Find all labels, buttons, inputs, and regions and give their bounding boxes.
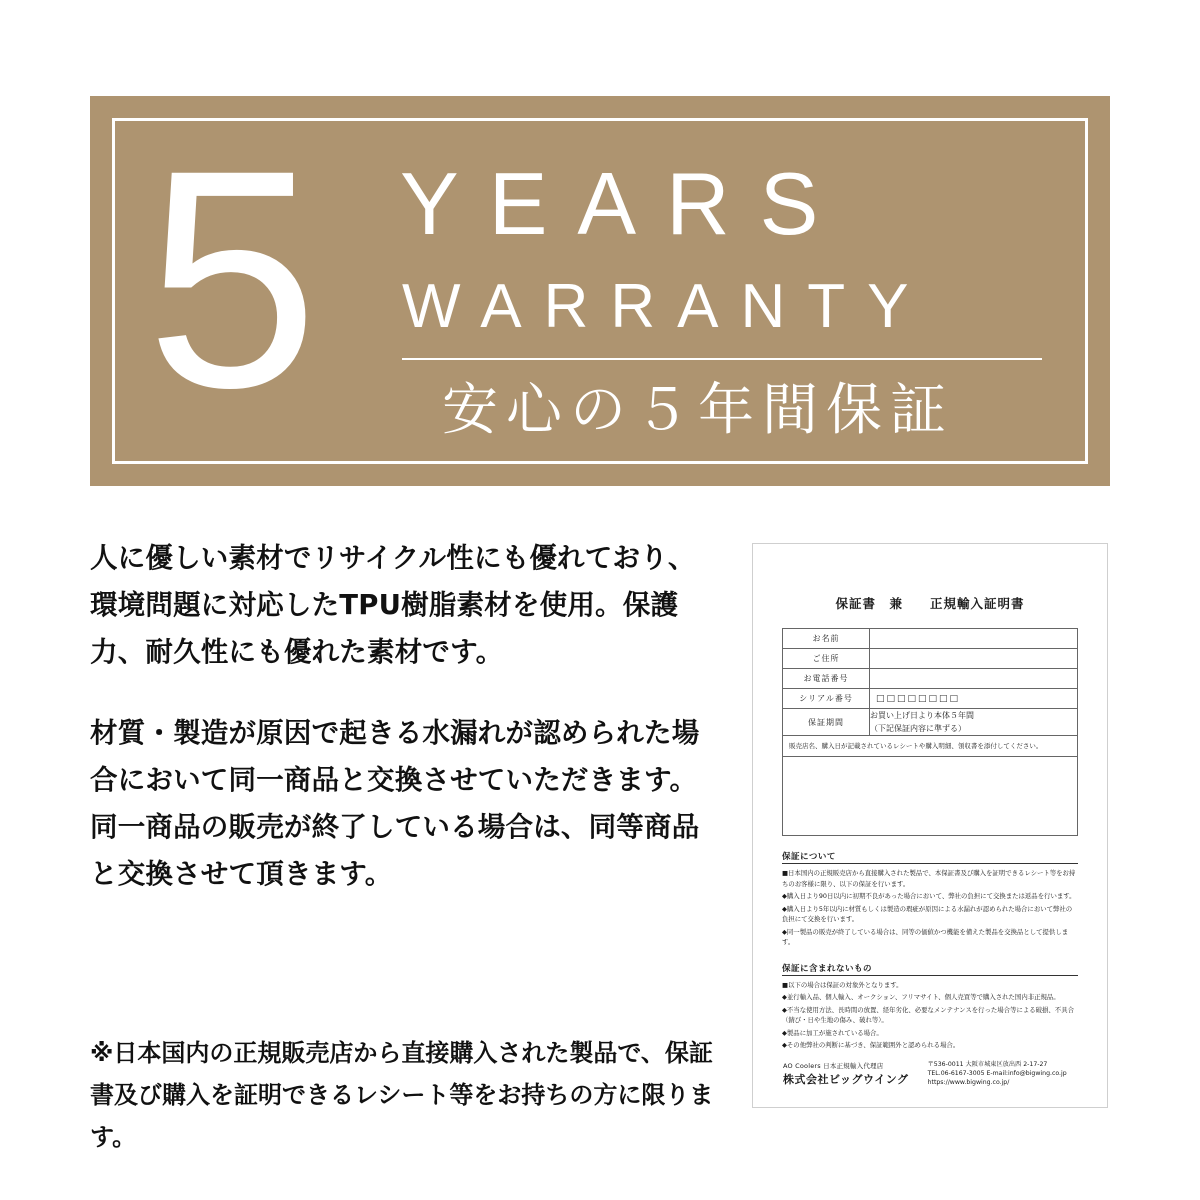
exclusions-item: ◆製品に加工が施されている場合。 xyxy=(782,1028,883,1037)
banner-warranty-text: WARRANTY xyxy=(402,272,931,341)
table-row xyxy=(783,669,1078,689)
field-label-name: お名前 xyxy=(783,629,870,649)
table-row xyxy=(783,649,1078,669)
table-row xyxy=(783,709,1078,736)
footer-tel-email: TEL.06-6167-3005 E-mail:info@bigwing.co.jp xyxy=(927,1070,1067,1077)
field-value-name[interactable] xyxy=(870,629,1078,649)
certificate-title: 保証書 兼 正規輸入証明書 xyxy=(835,596,1025,611)
exclusions-item: ◆並行輸入品、個人輸入、オークション、フリマサイト、個人売買等で購入された国内非正規品。 xyxy=(782,993,1060,1001)
body-paragraph-1: 人に優しい素材でリサイクル性にも優れており、環境問題に対応したTPU樹脂素材を使用。保護力、耐久性にも優れた素材です。 xyxy=(90,542,696,668)
about-warranty-item: ◆購入日より5年以内に材質もしくは製造の瑕疵が原因による水漏れが認められた場合において弊社の負担にて交換を行います。 xyxy=(782,904,1073,923)
exclusions-item: ■以下の場合は保証の対象外となります。 xyxy=(782,980,903,989)
about-warranty-heading: 保証について xyxy=(782,850,1078,864)
about-warranty-item: ◆同一製品の販売が終了している場合は、同等の価値かつ機能を備えた製品を交換品として提供します。 xyxy=(782,927,1069,946)
footer-contact-block xyxy=(928,1060,1067,1087)
banner-japanese-tagline: 安心の５年間保証 xyxy=(442,378,954,443)
banner-number: 5 xyxy=(146,105,313,452)
field-label-serial: シリアル番号 xyxy=(783,689,870,709)
field-value-serial: □□□□□□□□ xyxy=(876,693,961,704)
field-label-phone: お電話番号 xyxy=(783,669,870,689)
exclusions-item: ◆不当な使用方法、長時間の放置、経年劣化、必要なメンテナンスを行った場合等による破損、不具合（錆び・日や生地の傷み、破れ等）。 xyxy=(782,1005,1074,1024)
banner-divider xyxy=(402,358,1042,360)
footer-company-block xyxy=(783,1061,909,1087)
footer-distributor-label: AO Coolers 日本正規輸入代理店 xyxy=(783,1062,884,1070)
receipt-note: 販売店名、購入日が記載されているレシートや購入明細、領収書を添付してください。 xyxy=(783,736,1078,757)
warranty-certificate-card xyxy=(752,543,1108,1108)
receipt-attach-area[interactable] xyxy=(783,757,1078,836)
warranty-period-line-1: お買い上げ日より本体５年間 xyxy=(870,711,974,720)
banner-content xyxy=(90,96,1110,486)
body-text-block xyxy=(90,535,715,932)
field-label-warranty-period: 保証期間 xyxy=(783,709,870,736)
about-warranty-section xyxy=(782,850,1078,948)
footer-company-name: 株式会社ビッグウイング xyxy=(783,1073,909,1086)
table-row xyxy=(783,689,1078,709)
table-row xyxy=(783,629,1078,649)
exclusions-item: ◆その他弊社の判断に基づき、保証範囲外と認められる場合。 xyxy=(782,1041,960,1049)
field-value-phone[interactable] xyxy=(870,669,1078,689)
field-label-address: ご住所 xyxy=(783,649,870,669)
certificate-form-table xyxy=(782,628,1078,836)
warranty-banner xyxy=(90,96,1110,486)
table-row xyxy=(783,736,1078,757)
about-warranty-item: ■日本国内の正規販売店から直接購入された製品で、本保証書及び購入を証明できるレシート等をお持ちのお客様に限り、以下の保証を行います。 xyxy=(782,869,1076,888)
footer-url[interactable]: https://www.bigwing.co.jp/ xyxy=(927,1079,1010,1086)
warranty-period-line-2: （下記保証内容に準ずる） xyxy=(870,724,966,733)
field-value-address[interactable] xyxy=(870,649,1078,669)
body-note: ※日本国内の正規販売店から直接購入された製品で、保証書及び購入を証明できるレシート等をお持ちの方に限ります。 xyxy=(90,1039,714,1151)
banner-years-text: YEARS xyxy=(400,154,849,253)
exclusions-section xyxy=(782,962,1078,1051)
about-warranty-item: ◆購入日より90日以内に初期不良があった場合において、弊社の負担にて交換または返品を行います。 xyxy=(782,892,1076,900)
body-paragraph-2: 材質・製造が原因で起きる水漏れが認められた場合において同一商品と交換させていただきます。同一商品の販売が終了している場合は、同等商品と交換させて頂きます。 xyxy=(90,717,700,890)
footer-postal-address: 〒536-0011 大阪市城東区放出西 2-17-27 xyxy=(927,1061,1048,1068)
certificate-footer xyxy=(783,1060,1083,1087)
table-row xyxy=(783,757,1078,836)
exclusions-heading: 保証に含まれないもの xyxy=(782,962,1078,976)
